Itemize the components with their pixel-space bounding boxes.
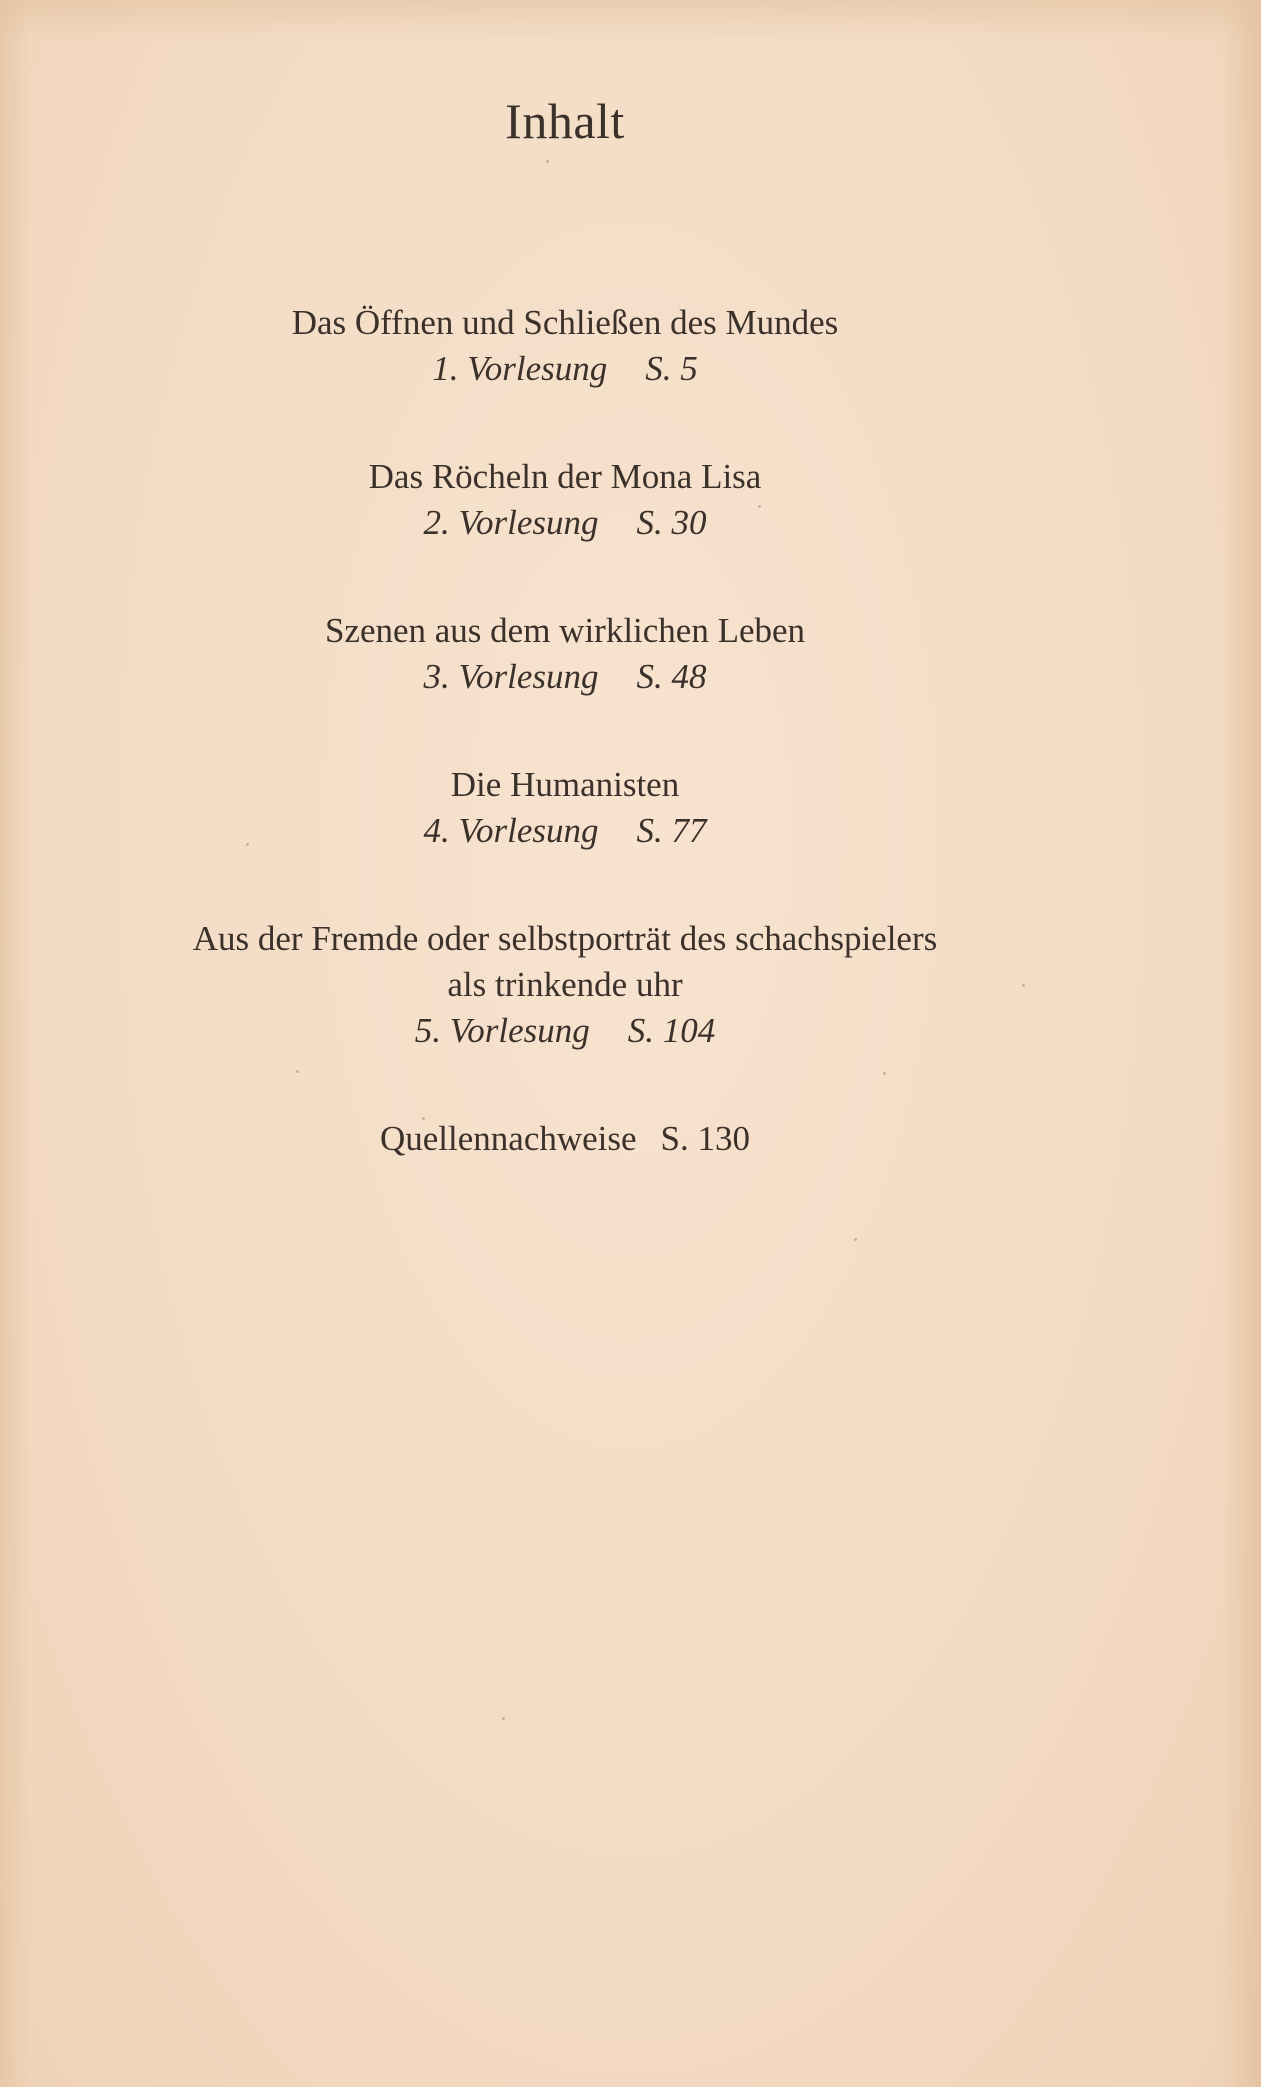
toc-entry-page: S. 104: [627, 1011, 716, 1050]
toc-entry-title: Szenen aus dem wirklichen Leben: [324, 611, 806, 650]
toc-sources-label: Quellennachweise: [379, 1119, 637, 1158]
toc-entry-5: [0, 916, 1130, 1054]
toc-entry-title-continued: als trinkende uhr: [447, 965, 683, 1004]
paper-speck: [546, 160, 549, 163]
toc-sources-page: S. 130: [660, 1119, 751, 1158]
paper-speck: [854, 1238, 857, 1241]
page-edge-right-shading: [1221, 0, 1261, 2087]
toc-entry-2: [0, 454, 1130, 546]
toc-entry-reference: [0, 808, 1130, 854]
table-of-contents: [0, 300, 1130, 1162]
toc-sources-entry: [0, 1116, 1130, 1162]
toc-entry-title: Aus der Fremde oder selbstporträt des schachspielers: [192, 919, 938, 958]
toc-entry-3: [0, 608, 1130, 700]
toc-entry-lecture: 2. Vorlesung: [423, 503, 599, 542]
toc-entry-4: [0, 762, 1130, 854]
toc-entry-title: Die Humanisten: [450, 765, 680, 804]
toc-entry-reference: [0, 654, 1130, 700]
toc-entry-lecture: 1. Vorlesung: [432, 349, 608, 388]
toc-entry-reference: [0, 1008, 1130, 1054]
toc-entry-lecture: 5. Vorlesung: [414, 1011, 590, 1050]
toc-entry-page: S. 77: [636, 811, 707, 850]
toc-entry-title: Das Öffnen und Schließen des Mundes: [291, 303, 839, 342]
toc-entry-title: Das Röcheln der Mona Lisa: [368, 457, 762, 496]
toc-entry-reference: [0, 500, 1130, 546]
toc-entry-reference: [0, 346, 1130, 392]
toc-entry-lecture: 3. Vorlesung: [423, 657, 599, 696]
toc-entry-lecture: 4. Vorlesung: [423, 811, 599, 850]
toc-entry-page: S. 30: [636, 503, 707, 542]
page-title: Inhalt: [505, 93, 625, 149]
page-edge-top-shading: [0, 0, 1261, 40]
toc-entry-page: S. 48: [636, 657, 707, 696]
toc-entry-page: S. 5: [645, 349, 698, 388]
paper-speck: [502, 1717, 505, 1720]
toc-entry-1: [0, 300, 1130, 392]
